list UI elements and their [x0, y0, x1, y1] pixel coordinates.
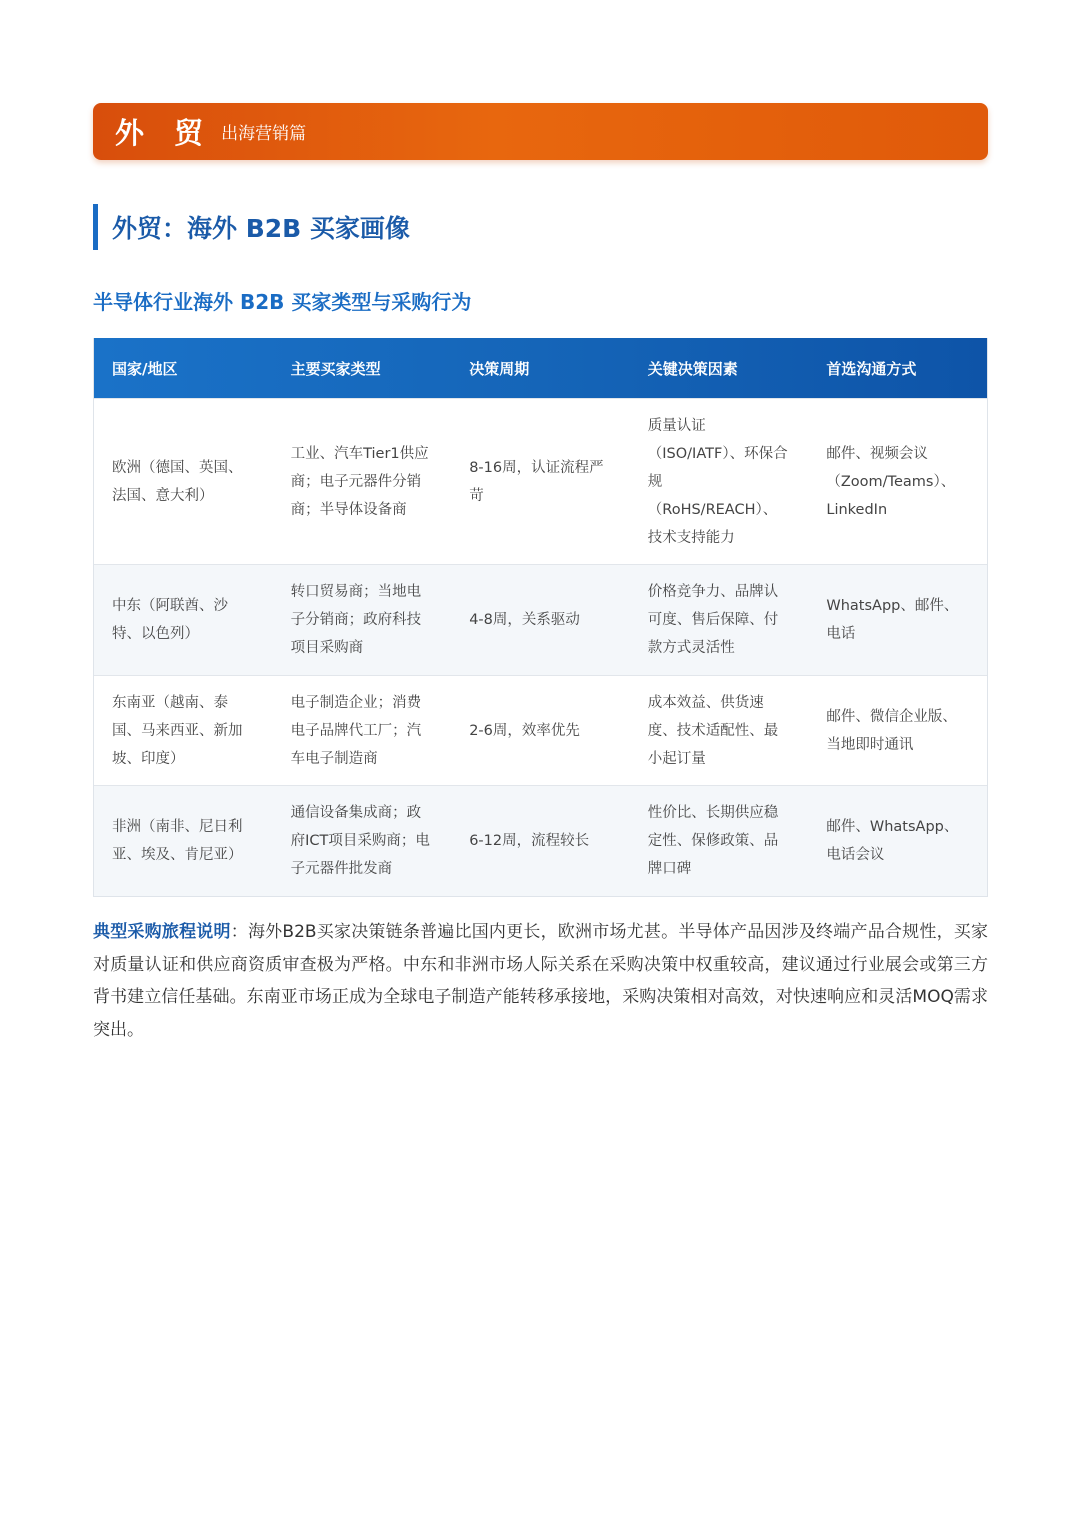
cell-region: 东南亚（越南、泰国、马来西亚、新加坡、印度）: [112, 694, 243, 767]
cell-channel: 邮件、WhatsApp、电话会议: [826, 819, 959, 863]
table-row: [94, 398, 987, 564]
cell-buyer-type: 通信设备集成商；政府ICT项目采购商；电子元器件批发商: [290, 805, 430, 877]
cell-region: 非洲（南非、尼日利亚、埃及、肯尼亚）: [112, 819, 243, 863]
cell-factors: 质量认证（ISO/IATF）、环保合规（RoHS/REACH）、技术支持能力: [647, 417, 788, 546]
cell-region: 欧洲（德国、英国、法国、意大利）: [112, 459, 243, 504]
table-row: [94, 785, 987, 896]
header-region: 国家/地区: [112, 359, 178, 378]
cell-cycle: 8-16周，认证流程严苛: [469, 459, 604, 504]
buyer-table: [93, 338, 988, 897]
cell-channel: WhatsApp、邮件、电话: [826, 598, 959, 642]
cell-channel: 邮件、视频会议（Zoom/Teams）、LinkedIn: [826, 445, 956, 518]
page-title: 外贸：海外 B2B 买家画像: [93, 204, 410, 250]
table-header: [94, 338, 987, 398]
cell-buyer-type: 转口贸易商；当地电子分销商；政府科技项目采购商: [290, 584, 422, 656]
table-row: [94, 564, 987, 675]
cell-buyer-type: 工业、汽车Tier1供应商；电子元器件分销商；半导体设备商: [290, 445, 429, 518]
cell-buyer-type: 电子制造企业；消费电子品牌代工厂；汽车电子制造商: [290, 694, 422, 767]
cell-factors: 性价比、长期供应稳定性、保修政策、品牌口碑: [647, 805, 779, 877]
banner-subtitle: 出海营销篇: [221, 124, 307, 144]
cell-factors: 价格竞争力、品牌认可度、售后保障、付款方式灵活性: [647, 584, 779, 656]
cell-region: 中东（阿联酋、沙特、以色列）: [112, 598, 228, 642]
note-text: ：海外B2B买家决策链条普遍比国内更长，欧洲市场尤甚。半导体产品因涉及终端产品合规性，买家对质量认证和供应商资质审查极为严格。中东和非洲市场人际关系在采购决策中权重较高，建议通过行业展会或第三方背书建立信任基础。东南亚市场正成为全球电子制造产能转移承接地，采购决策相对高效，对快速响应和灵活MOQ需求突出。: [93, 922, 989, 1040]
journey-note: [93, 916, 988, 1046]
cell-cycle: 6-12周，流程较长: [469, 833, 590, 849]
cell-channel: 邮件、微信企业版、当地即时通讯: [826, 708, 957, 753]
header-channel: 首选沟通方式: [826, 359, 917, 378]
header-cycle: 决策周期: [469, 359, 530, 378]
banner-title: 外 贸: [115, 116, 214, 150]
table-title: 半导体行业海外 B2B 买家类型与采购行为: [93, 290, 472, 314]
cell-factors: 成本效益、供货速度、技术适配性、最小起订量: [647, 694, 779, 767]
note-label: 典型采购旅程说明: [93, 922, 231, 942]
header-buyer-type: 主要买家类型: [290, 359, 381, 378]
table-row: [94, 675, 987, 785]
section-banner: [93, 103, 988, 160]
cell-cycle: 2-6周，效率优先: [469, 722, 580, 739]
cell-cycle: 4-8周，关系驱动: [469, 612, 580, 628]
header-factors: 关键决策因素: [647, 359, 738, 378]
